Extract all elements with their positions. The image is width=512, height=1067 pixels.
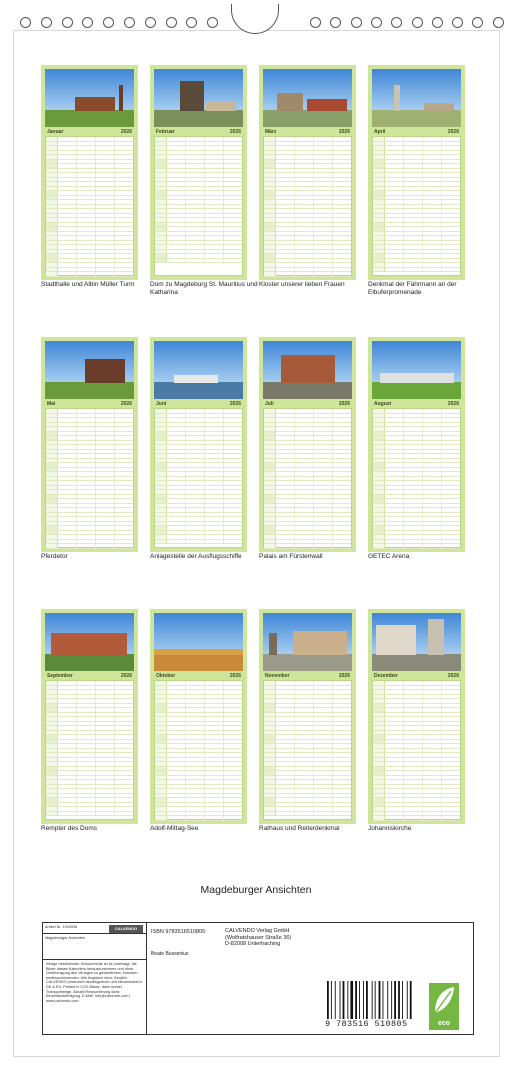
month-name: September xyxy=(47,673,73,679)
month-photo xyxy=(372,69,461,127)
month-name: Januar xyxy=(47,129,64,135)
month-name: Mai xyxy=(47,401,56,407)
month-panel xyxy=(150,609,247,824)
month-header xyxy=(372,400,461,408)
title-row xyxy=(43,934,147,960)
month-panel xyxy=(259,65,356,280)
month-name: Juni xyxy=(156,401,167,407)
month-header xyxy=(372,672,461,680)
day-row xyxy=(264,544,351,549)
month-panel xyxy=(41,609,138,824)
day-row xyxy=(155,540,242,545)
day-grid xyxy=(263,136,352,276)
month-name: November xyxy=(265,673,290,679)
publisher-address xyxy=(225,928,291,948)
month-caption: Anlagestelle der Ausflugsschiffe xyxy=(150,553,242,560)
month-year: 2026 xyxy=(229,401,241,407)
publisher-line: D-82008 Unterhaching xyxy=(225,941,281,947)
binding-ring xyxy=(82,17,93,28)
month-caption: Rathaus und Reiterdenkmal xyxy=(259,825,340,832)
month-header xyxy=(45,400,134,408)
day-grid xyxy=(45,408,134,548)
day-row xyxy=(373,268,460,273)
day-row xyxy=(373,544,460,549)
month-caption: GETEC Arena xyxy=(368,553,410,560)
month-caption: Dom zu Magdeburg St. Mauritius und Katharina xyxy=(150,281,258,296)
binding-ring xyxy=(493,17,504,28)
day-grid xyxy=(372,680,461,820)
photographer: Beate Bussenius xyxy=(151,951,189,957)
isbn: ISBN 9783516510805 xyxy=(151,929,206,935)
binding-ring xyxy=(62,17,73,28)
binding-ring xyxy=(432,17,443,28)
month-year: 2026 xyxy=(447,129,459,135)
month-year: 2026 xyxy=(229,673,241,679)
info-left-column xyxy=(43,923,147,1034)
day-row xyxy=(46,812,133,817)
month-photo xyxy=(154,341,243,399)
day-row xyxy=(46,272,133,277)
back-info-box xyxy=(42,922,474,1035)
binding-ring xyxy=(166,17,177,28)
month-panel xyxy=(368,337,465,552)
binding-ring xyxy=(145,17,156,28)
day-row xyxy=(264,272,351,277)
month-header xyxy=(263,400,352,408)
day-row xyxy=(155,816,242,821)
legal-text: Infolge bestehender Schutzrechte ist es untersagt, die Bilder dieses Kalenders herauszunehmen und ohne Genehmigung des Verlages zu gewerblichen Zwecken weiterzuverwenden. Alle Angaben ohne Gewähr. CALVENDO produziert landesgerecht und klimaneutral in DE & EU. Printed in CO2-Bilanz, dank bunter Transportwege. Aktuell Restsortierung dank Einzelstückfertigung. E-Mail: info@calvendo.com | www.calvendo.com xyxy=(46,962,143,1003)
month-year: 2026 xyxy=(229,129,241,135)
binding-ring xyxy=(412,17,423,28)
month-header xyxy=(372,128,461,136)
month-year: 2026 xyxy=(338,129,350,135)
month-photo xyxy=(45,341,134,399)
title-label: Magdeburger Ansichten xyxy=(45,936,86,940)
month-year: 2026 xyxy=(338,401,350,407)
month-photo xyxy=(263,613,352,671)
month-panel xyxy=(368,65,465,280)
month-caption: Johanniskirche xyxy=(368,825,412,832)
month-name: August xyxy=(374,401,392,407)
binding-ring xyxy=(330,17,341,28)
day-grid xyxy=(263,680,352,820)
day-grid xyxy=(154,408,243,548)
publisher-line: (Wolfratshauser Straße 36) xyxy=(225,934,292,941)
month-photo xyxy=(372,613,461,671)
month-name: Juli xyxy=(265,401,274,407)
month-year: 2026 xyxy=(120,129,132,135)
month-name: April xyxy=(374,129,386,135)
month-header xyxy=(154,128,243,136)
month-name: Oktober xyxy=(156,673,176,679)
binding-ring xyxy=(391,17,402,28)
binding-ring xyxy=(20,17,31,28)
month-panel xyxy=(150,337,247,552)
article-label: Artikel Nr. 1094936 xyxy=(45,925,78,929)
month-name: Februar xyxy=(156,129,175,135)
month-name: Dezember xyxy=(374,673,398,679)
month-photo xyxy=(154,613,243,671)
month-panel xyxy=(259,337,356,552)
binding-ring xyxy=(207,17,218,28)
binding-ring xyxy=(186,17,197,28)
month-header xyxy=(263,672,352,680)
month-photo xyxy=(45,613,134,671)
month-photo xyxy=(372,341,461,399)
month-panel xyxy=(41,337,138,552)
day-row xyxy=(155,259,242,264)
binding-ring xyxy=(310,17,321,28)
calendar-title: Magdeburger Ansichten xyxy=(200,884,312,896)
day-grid xyxy=(372,408,461,548)
day-grid xyxy=(154,136,243,276)
article-row xyxy=(43,923,147,934)
day-row xyxy=(46,544,133,549)
month-photo xyxy=(263,341,352,399)
binding-ring xyxy=(452,17,463,28)
month-panel xyxy=(259,609,356,824)
leaf-icon xyxy=(429,983,459,1019)
month-year: 2026 xyxy=(338,673,350,679)
binding-ring xyxy=(371,17,382,28)
binding-ring xyxy=(103,17,114,28)
month-header xyxy=(154,400,243,408)
month-year: 2026 xyxy=(447,401,459,407)
day-grid xyxy=(154,680,243,820)
month-panel xyxy=(41,65,138,280)
day-grid xyxy=(263,408,352,548)
month-photo xyxy=(154,69,243,127)
month-header xyxy=(154,672,243,680)
eco-badge xyxy=(429,983,459,1030)
month-caption: Denkmal der Fährmann an der Elbuferpromenade xyxy=(368,281,457,296)
month-header xyxy=(45,128,134,136)
month-year: 2026 xyxy=(120,401,132,407)
binding-ring xyxy=(472,17,483,28)
binding-ring xyxy=(124,17,135,28)
month-photo xyxy=(45,69,134,127)
binding-ring xyxy=(41,17,52,28)
month-panel xyxy=(368,609,465,824)
month-header xyxy=(45,672,134,680)
day-grid xyxy=(372,136,461,276)
publisher-line: CALVENDO Verlag GmbH xyxy=(225,928,290,934)
month-caption: Kloster unserer lieben Frauen xyxy=(259,281,345,288)
day-row xyxy=(264,812,351,817)
binding-ring xyxy=(351,17,362,28)
month-caption: Stadthalle und Albin Müller Turm xyxy=(41,281,135,288)
month-year: 2026 xyxy=(120,673,132,679)
month-name: März xyxy=(265,129,277,135)
barcode-number: 9 783516 510805 xyxy=(325,1019,415,1029)
eco-label: eco xyxy=(437,1020,451,1027)
month-caption: Adolf-Mittag-See xyxy=(150,825,199,832)
day-row xyxy=(373,816,460,821)
day-grid xyxy=(45,136,134,276)
month-caption: Pferdetor xyxy=(41,553,68,560)
month-photo xyxy=(263,69,352,127)
calvendo-logo: CALVENDO xyxy=(109,925,143,933)
month-year: 2026 xyxy=(447,673,459,679)
day-grid xyxy=(45,680,134,820)
month-header xyxy=(263,128,352,136)
month-caption: Rempter des Doms xyxy=(41,825,97,832)
month-caption: Palais am Fürstenwall xyxy=(259,553,323,560)
month-panel xyxy=(150,65,247,280)
